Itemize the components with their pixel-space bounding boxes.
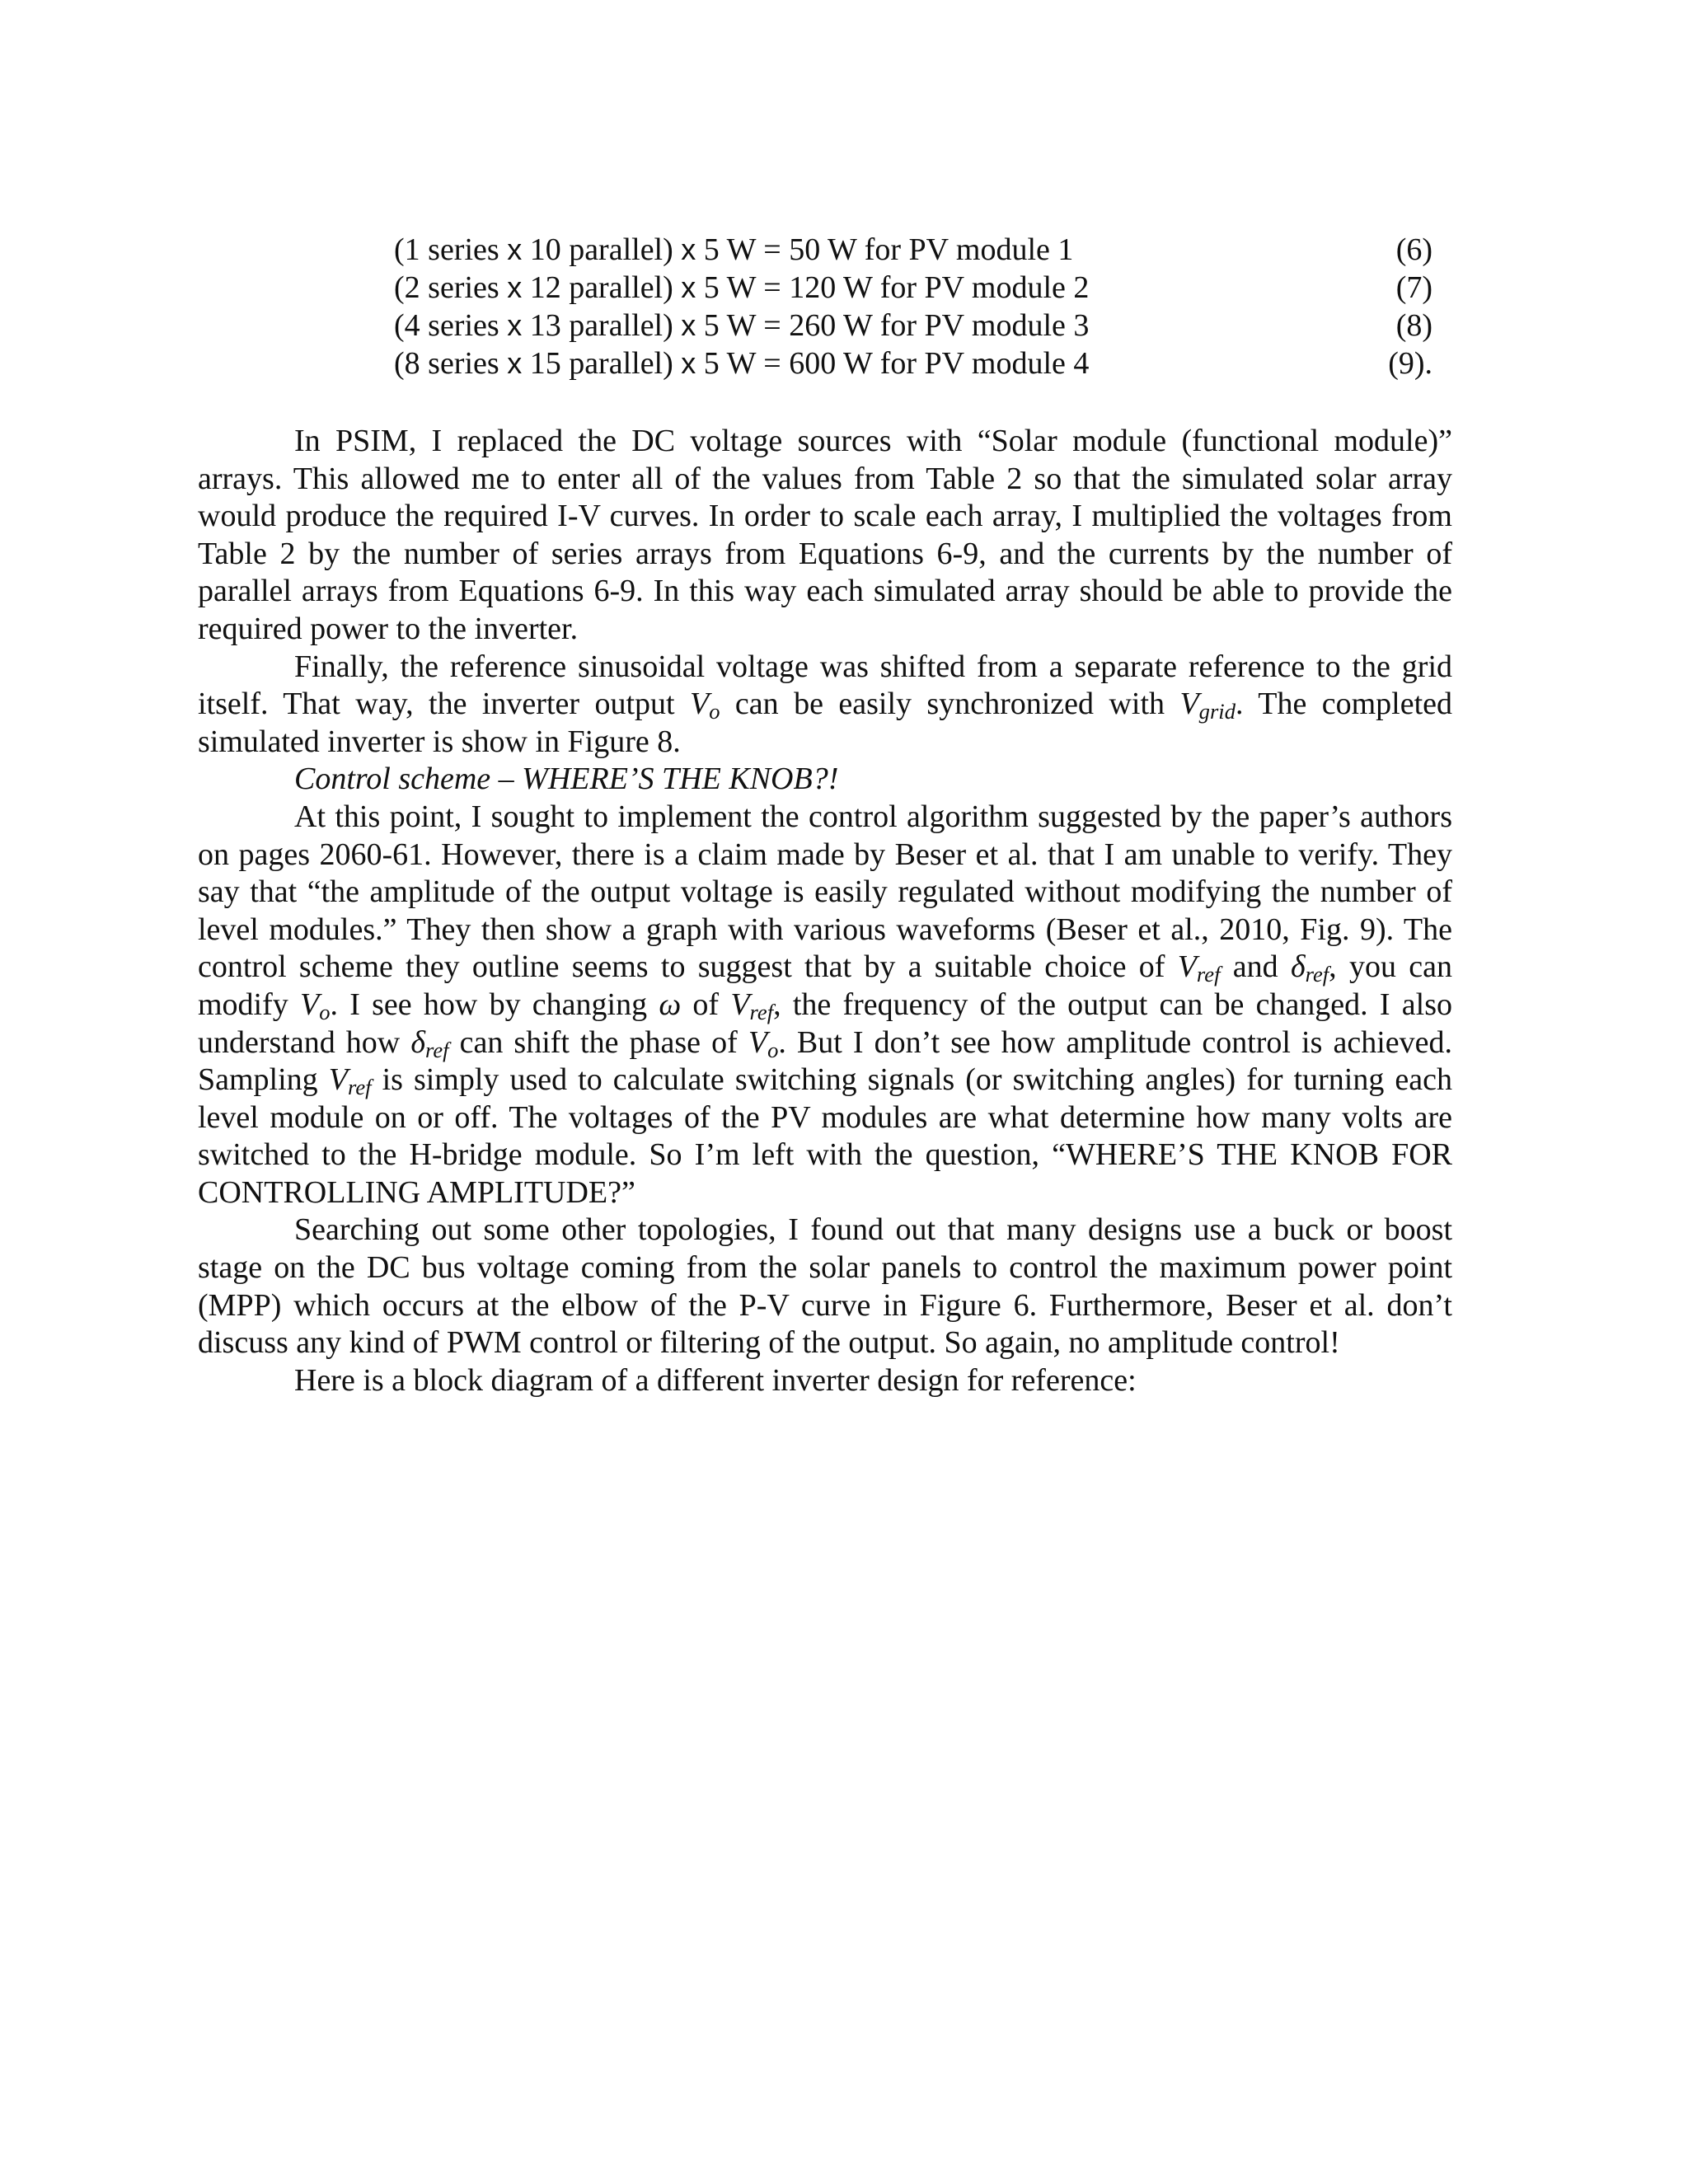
equation-expression: (4 series x 13 parallel) x 5 W = 260 W for PV module 3 bbox=[394, 308, 1090, 343]
body-text bbox=[198, 423, 1452, 1399]
equation-row bbox=[394, 269, 1432, 307]
equation-block bbox=[394, 231, 1432, 382]
equation-number: (6) bbox=[1395, 232, 1432, 267]
equation-row bbox=[394, 344, 1432, 382]
paragraph-control-scheme: At this point, I sought to implement the control algorithm suggested by the paper’s authors on pages 2060-61. However, there is a claim made by Beser et al. that I am unable to verify. They say that “the amplitude of the output voltage is easily regulated without modifying the number of level modules.” They then show a graph with various waveforms (Beser et al., 2010, Fig. 9). The control scheme they outline seems to suggest that by a suitable choice of $V_{ref}$ and $\delta_{ref}$, you can modify $V_o$. I see how by changing ω of $V_{ref}$, the frequency of the output can be changed. I also understand how $\delta_{ref}$ can shift the phase of $V_o$. But I don’t see how amplitude control is achieved. Sampling $V_{ref}$ is simply used to calculate switching signals (or switching angles) for turning each level module on or off. The voltages of the PV modules are what determine how many volts are switched to the H-bridge module. So I’m left with the question, “WHERE’S THE KNOB FOR CONTROLLING AMPLITUDE?” bbox=[198, 799, 1453, 1210]
equation-number: (8) bbox=[1395, 308, 1432, 343]
section-heading: Control scheme – WHERE’S THE KNOB?! bbox=[294, 762, 839, 797]
equation-row bbox=[394, 307, 1432, 344]
paragraph-reference-shift: Finally, the reference sinusoidal voltage was shifted from a separate reference to the grid itself. That way, the inverter output $V_o$ can be easily synchronized with $V_{grid}$. The completed simulated inverter is show in Figure 8. bbox=[198, 649, 1453, 759]
equation-expression: (8 series x 15 parallel) x 5 W = 600 W for PV module 4 bbox=[394, 346, 1090, 381]
paragraph-psim-solar-module: In PSIM, I replaced the DC voltage sources with “Solar module (functional module)” arrays. This allowed me to enter all of the values from Table 2 so that the simulated solar array would produce the required I-V curves. In order to scale each array, I multiplied the voltages from Table 2 by the number of series arrays from Equations 6-9, and the currents by the number of parallel arrays from Equations 6-9. In this way each simulated array should be able to provide the required power to the inverter. bbox=[198, 424, 1452, 646]
paragraph-other-topologies: Searching out some other topologies, I found out that many designs use a buck or boost stage on the DC bus voltage coming from the solar panels to control the maximum power point (MPP) which occurs at the elbow of the P-V curve in Figure 6. Furthermore, Beser et al. don’t discuss any kind of PWM control or filtering of the output. So again, no amplitude control! bbox=[198, 1212, 1452, 1361]
paragraph-block-diagram-intro: Here is a block diagram of a different inverter design for reference: bbox=[294, 1362, 1137, 1398]
equation-row bbox=[394, 231, 1432, 269]
equation-expression: (1 series x 10 parallel) x 5 W = 50 W for PV module 1 bbox=[394, 232, 1074, 267]
equation-number: (9). bbox=[1388, 346, 1432, 381]
equation-number: (7) bbox=[1395, 270, 1432, 305]
equation-expression: (2 series x 12 parallel) x 5 W = 120 W for PV module 2 bbox=[394, 270, 1090, 305]
